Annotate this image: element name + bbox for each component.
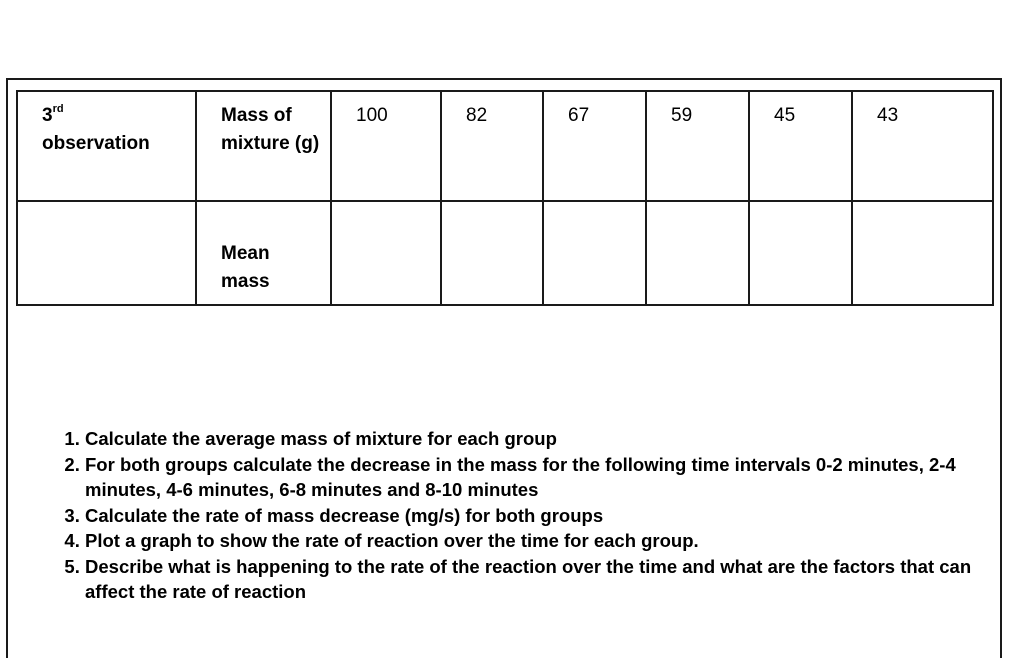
task-list xyxy=(40,426,1015,605)
value-cell xyxy=(646,201,749,305)
list-item: 4. Plot a graph to show the rate of reaction over the time for each group. xyxy=(85,528,1015,554)
value-cell xyxy=(543,201,646,305)
row-label-cell xyxy=(17,201,196,305)
value-cell xyxy=(331,201,441,305)
list-item: 2. For both groups calculate the decrease in the mass for the following time intervals 0-2 minutes, 2-4 minutes, 4-6 minutes, 6-8 minutes and 8-10 minutes xyxy=(85,452,1015,503)
list-item: 3. Calculate the rate of mass decrease (mg/s) for both groups xyxy=(85,503,1015,529)
table-row xyxy=(17,91,993,201)
value-cell: 45 xyxy=(749,91,852,201)
value-cell xyxy=(852,201,993,305)
observation-table xyxy=(16,90,994,306)
row-label-superscript: rd xyxy=(52,103,64,115)
value-cell xyxy=(441,201,543,305)
row-label-word: observation xyxy=(42,133,150,154)
list-item: 5. Describe what is happening to the rate of the reaction over the time and what are the factors that can affect the rate of reaction xyxy=(85,554,1015,605)
list-item: 1. Calculate the average mass of mixture for each group xyxy=(85,426,1015,452)
value-cell xyxy=(749,201,852,305)
measure-cell: Mean mass xyxy=(196,201,331,305)
measure-cell: Mass of mixture (g) xyxy=(196,91,331,201)
value-cell: 100 xyxy=(331,91,441,201)
value-cell: 43 xyxy=(852,91,993,201)
value-cell: 67 xyxy=(543,91,646,201)
value-cell: 59 xyxy=(646,91,749,201)
row-label-cell xyxy=(17,91,196,201)
table-row xyxy=(17,201,993,305)
value-cell: 82 xyxy=(441,91,543,201)
row-label-ordinal: 3 xyxy=(42,105,53,126)
